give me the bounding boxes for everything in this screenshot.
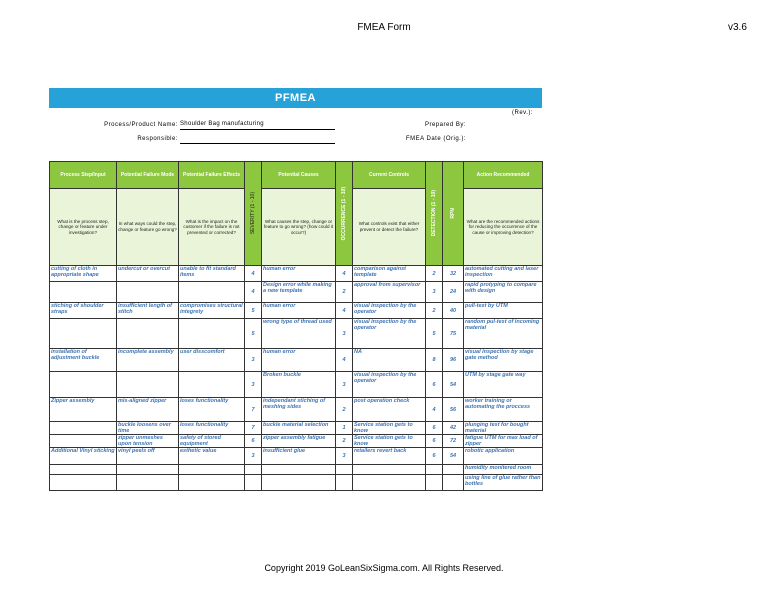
copyright-footer: Copyright 2019 GoLeanSixSigma.com. All Rights Reserved. <box>264 563 504 573</box>
table-row <box>50 465 543 475</box>
table-cell-step[interactable]: cutting of cloth in appropriate shape <box>50 266 117 282</box>
table-cell-detection[interactable]: 3 <box>426 282 443 303</box>
table-cell-cause[interactable]: human error <box>262 303 336 319</box>
table-cell-detection[interactable]: 6 <box>426 448 443 465</box>
table-cell-detection[interactable]: 2 <box>426 303 443 319</box>
responsible-label: Responsible: <box>137 136 178 142</box>
table-cell-control[interactable]: visual inspection by the operator <box>353 303 426 319</box>
table-row <box>50 398 543 422</box>
table-cell-step[interactable] <box>50 435 117 448</box>
table-cell-cause[interactable]: wrong type of thread used <box>262 319 336 349</box>
table-cell-control[interactable] <box>353 465 426 475</box>
col-severity-header: SEVERITY (1 - 10) <box>245 162 262 266</box>
table-cell-occurrence[interactable] <box>336 465 353 475</box>
table-cell-step[interactable] <box>50 422 117 435</box>
table-cell-severity[interactable]: 4 <box>245 266 262 282</box>
fmea-date-label: FMEA Date (Orig.): <box>405 136 466 142</box>
table-cell-mode[interactable] <box>117 372 179 398</box>
table-cell-effects[interactable]: esthetic value <box>179 448 245 465</box>
table-cell-effects[interactable] <box>179 282 245 303</box>
table-cell-action[interactable]: humidity monitered room <box>464 465 543 475</box>
table-cell-effects[interactable] <box>179 372 245 398</box>
table-cell-step[interactable]: installation of adjustment buckle <box>50 349 117 372</box>
table-cell-occurrence[interactable]: 3 <box>336 372 353 398</box>
fmea-table <box>49 161 543 491</box>
table-cell-cause[interactable]: independant stiching of meshing sides <box>262 398 336 422</box>
table-cell-action[interactable]: random pul-test of incoming material <box>464 319 543 349</box>
table-cell-occurrence[interactable]: 2 <box>336 398 353 422</box>
table-cell-detection[interactable]: 8 <box>426 349 443 372</box>
col-controls-header: Current Controls <box>353 162 426 189</box>
table-cell-step[interactable] <box>50 475 117 491</box>
table-cell-action[interactable]: robotic application <box>464 448 543 465</box>
table-cell-cause[interactable]: human error <box>262 349 336 372</box>
table-cell-effects[interactable]: unable to fit standard items <box>179 266 245 282</box>
col-rpn-header: RPN <box>443 162 464 266</box>
table-cell-severity[interactable]: 4 <box>245 282 262 303</box>
table-cell-action[interactable]: automated cutting and laser inspection <box>464 266 543 282</box>
table-cell-detection[interactable]: 4 <box>426 398 443 422</box>
table-cell-control[interactable]: post operation check <box>353 398 426 422</box>
table-cell-severity[interactable] <box>245 475 262 491</box>
table-cell-rpn[interactable] <box>443 465 464 475</box>
table-cell-control[interactable]: Service station gets to know <box>353 435 426 448</box>
table-cell-occurrence[interactable]: 4 <box>336 303 353 319</box>
table-cell-control[interactable]: comparison against template <box>353 266 426 282</box>
prepared-by-label: Prepared By: <box>424 122 466 128</box>
table-cell-severity[interactable]: 5 <box>245 303 262 319</box>
table-cell-severity[interactable]: 7 <box>245 422 262 435</box>
table-cell-mode[interactable]: buckle loosens over time <box>117 422 179 435</box>
table-cell-occurrence[interactable] <box>336 475 353 491</box>
table-cell-occurrence[interactable]: 3 <box>336 319 353 349</box>
table-cell-effects[interactable]: safety of stored equipment <box>179 435 245 448</box>
table-cell-detection[interactable]: 2 <box>426 266 443 282</box>
table-cell-mode[interactable]: zipper unmeshes upon tension <box>117 435 179 448</box>
table-cell-occurrence[interactable]: 4 <box>336 266 353 282</box>
table-cell-action[interactable]: pull-test by UTM <box>464 303 543 319</box>
table-cell-rpn[interactable]: 40 <box>443 303 464 319</box>
table-cell-rpn[interactable]: 42 <box>443 422 464 435</box>
description-row <box>50 189 543 266</box>
desc-controls: What controls exist that either prevent or detect the failure? <box>353 189 426 266</box>
table-cell-detection[interactable]: 6 <box>426 372 443 398</box>
table-row <box>50 266 543 282</box>
version-label: v3.6 <box>728 22 747 33</box>
table-cell-mode[interactable]: vinyl peels off <box>117 448 179 465</box>
table-cell-step[interactable] <box>50 282 117 303</box>
table-cell-control[interactable]: Service station gets to know <box>353 422 426 435</box>
table-cell-rpn[interactable]: 72 <box>443 435 464 448</box>
table-cell-severity[interactable]: 5 <box>245 319 262 349</box>
table-cell-step[interactable]: Zipper assembly <box>50 398 117 422</box>
col-causes-header: Potential Causes <box>262 162 336 189</box>
table-cell-occurrence[interactable]: 2 <box>336 435 353 448</box>
table-cell-step[interactable] <box>50 465 117 475</box>
table-cell-cause[interactable]: human error <box>262 266 336 282</box>
table-cell-rpn[interactable]: 75 <box>443 319 464 349</box>
table-cell-effects[interactable]: user disscomfort <box>179 349 245 372</box>
table-row <box>50 435 543 448</box>
table-cell-control[interactable]: NA <box>353 349 426 372</box>
table-cell-detection[interactable]: 6 <box>426 422 443 435</box>
process-name-field[interactable]: Shoulder Bag manufacturing <box>180 121 335 130</box>
col-step-header: Process Step/Input <box>50 162 117 189</box>
table-cell-occurrence[interactable]: 2 <box>336 282 353 303</box>
col-actions-header: Action Recommended <box>464 162 543 189</box>
table-row <box>50 282 543 303</box>
table-cell-effects[interactable] <box>179 465 245 475</box>
table-cell-control[interactable]: visual inspection by the operator <box>353 319 426 349</box>
table-cell-severity[interactable] <box>245 465 262 475</box>
table-cell-action[interactable]: plunging test for bought material <box>464 422 543 435</box>
form-title: FMEA Form <box>357 22 411 33</box>
table-cell-action[interactable]: UTM by stage gate way <box>464 372 543 398</box>
table-cell-rpn[interactable] <box>443 475 464 491</box>
table-cell-severity[interactable]: 6 <box>245 435 262 448</box>
table-cell-severity[interactable]: 3 <box>245 349 262 372</box>
header-row <box>50 162 543 189</box>
table-cell-mode[interactable] <box>117 465 179 475</box>
table-cell-action[interactable]: rapid protyping to compare with design <box>464 282 543 303</box>
table-cell-occurrence[interactable]: 3 <box>336 448 353 465</box>
table-cell-rpn[interactable]: 96 <box>443 349 464 372</box>
rev-label: (Rev.): <box>512 110 534 116</box>
table-row <box>50 448 543 465</box>
table-row <box>50 303 543 319</box>
table-cell-control[interactable]: visual inspection by the operator <box>353 372 426 398</box>
table-cell-effects[interactable]: compromises structural integrety <box>179 303 245 319</box>
desc-mode: In what ways could the step, change or feature go wrong? <box>117 189 179 266</box>
table-cell-action[interactable]: fatigue UTM for max load of zipper <box>464 435 543 448</box>
table-row <box>50 372 543 398</box>
table-cell-step[interactable]: stiching of shoulder straps <box>50 303 117 319</box>
table-cell-mode[interactable] <box>117 475 179 491</box>
table-cell-effects[interactable]: loses functionality <box>179 398 245 422</box>
table-row <box>50 422 543 435</box>
table-cell-rpn[interactable]: 32 <box>443 266 464 282</box>
table-row <box>50 319 543 349</box>
table-cell-detection[interactable]: 6 <box>426 435 443 448</box>
table-cell-mode[interactable] <box>117 319 179 349</box>
table-cell-detection[interactable]: 5 <box>426 319 443 349</box>
table-cell-control[interactable]: approval from supervisor <box>353 282 426 303</box>
table-cell-rpn[interactable]: 56 <box>443 398 464 422</box>
table-cell-detection[interactable] <box>426 475 443 491</box>
table-cell-step[interactable] <box>50 372 117 398</box>
table-cell-action[interactable]: visual inspection by stage gate method <box>464 349 543 372</box>
table-cell-action[interactable]: worker training or automating the proccess <box>464 398 543 422</box>
table-cell-cause[interactable] <box>262 465 336 475</box>
table-cell-step[interactable]: Additional Vinyl sticking <box>50 448 117 465</box>
desc-actions: What are the recommended actions for reducing the occurrence of the cause or improving detection? <box>464 189 543 266</box>
table-cell-occurrence[interactable]: 4 <box>336 349 353 372</box>
table-cell-severity[interactable]: 7 <box>245 398 262 422</box>
table-cell-mode[interactable]: undercut or overcut <box>117 266 179 282</box>
table-cell-detection[interactable] <box>426 465 443 475</box>
table-cell-effects[interactable] <box>179 475 245 491</box>
table-cell-effects[interactable] <box>179 319 245 349</box>
table-row <box>50 349 543 372</box>
table-cell-control[interactable]: retailers revert back <box>353 448 426 465</box>
table-cell-cause[interactable]: Broken buckle <box>262 372 336 398</box>
table-cell-step[interactable] <box>50 319 117 349</box>
pfmea-banner: PFMEA <box>49 88 542 108</box>
table-cell-action[interactable]: using line of glue rather than bottles <box>464 475 543 491</box>
desc-causes: What causes the step, change or feature to go wrong? (how could it occur?) <box>262 189 336 266</box>
table-cell-severity[interactable]: 3 <box>245 372 262 398</box>
table-cell-rpn[interactable]: 54 <box>443 372 464 398</box>
table-cell-cause[interactable]: Design error while making a new template <box>262 282 336 303</box>
table-cell-mode[interactable] <box>117 282 179 303</box>
table-cell-control[interactable] <box>353 475 426 491</box>
desc-effects: What is the impact on the customer if the failure is not prevented or corrected? <box>179 189 245 266</box>
table-cell-mode[interactable]: incomplete assembly <box>117 349 179 372</box>
col-mode-header: Potential Failure Mode <box>117 162 179 189</box>
table-cell-cause[interactable]: zipper assembly fatigue <box>262 435 336 448</box>
table-body <box>50 266 543 491</box>
table-cell-rpn[interactable]: 54 <box>443 448 464 465</box>
table-cell-cause[interactable]: insufficient glue <box>262 448 336 465</box>
table-cell-mode[interactable]: mis-aligned zipper <box>117 398 179 422</box>
responsible-field[interactable] <box>180 135 335 144</box>
table-cell-mode[interactable]: insufficient length of stitch <box>117 303 179 319</box>
col-effects-header: Potential Failure Effects <box>179 162 245 189</box>
table-cell-severity[interactable]: 3 <box>245 448 262 465</box>
process-name-label: Process/Product Name: <box>104 122 178 128</box>
col-detection-header: DETECTION (1 - 10) <box>426 162 443 266</box>
table-cell-cause[interactable]: buckle material selection <box>262 422 336 435</box>
table-cell-effects[interactable]: loses functionality <box>179 422 245 435</box>
table-cell-occurrence[interactable]: 1 <box>336 422 353 435</box>
table-row <box>50 475 543 491</box>
col-occurrence-header: OCCURRENCE (1 - 10) <box>336 162 353 266</box>
table-cell-cause[interactable] <box>262 475 336 491</box>
desc-step: What is the process step, change or feature under investigation? <box>50 189 117 266</box>
table-cell-rpn[interactable]: 24 <box>443 282 464 303</box>
